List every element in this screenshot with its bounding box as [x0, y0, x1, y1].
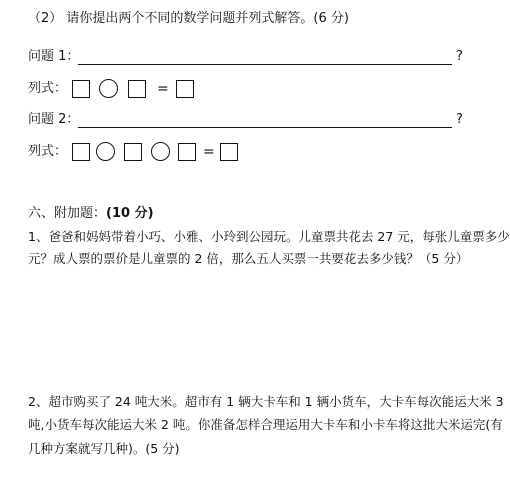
formula2-result-box[interactable] [220, 143, 238, 161]
formula1-equals: = [157, 81, 169, 97]
formula2-box-3[interactable] [178, 143, 196, 161]
formula2-box-2[interactable] [124, 143, 142, 161]
problem1-line1: 1、爸爸和妈妈带着小巧、小雅、小玲到公园玩。儿童票共花去 27 元，每张儿童票多少 [28, 229, 510, 244]
formula2-operator-circle-1[interactable] [96, 142, 115, 161]
question2-question-mark: ? [456, 112, 463, 127]
section6-title: 六、附加题： [28, 206, 107, 221]
part2-instruction: （2） 请你提出两个不同的数学问题并列式解答。(6 分) [28, 11, 349, 26]
formula1-label: 列式： [28, 81, 68, 96]
question2-label: 问题 2： [28, 112, 80, 127]
problem2-line1: 2、超市购买了 24 吨大米。超市有 1 辆大卡车和 1 辆小货车，大卡车每次能运大米 3 [28, 394, 504, 409]
formula2-box-1[interactable] [72, 143, 90, 161]
formula2-label: 列式： [28, 144, 68, 159]
problem2-line3: 几种方案就写几种)。(5 分) [28, 441, 180, 456]
problem1-line2: 元？成人票的票价是儿童票的 2 倍，那么五人买票一共要花去多少钱？（5 分） [28, 251, 469, 266]
problem2-line2: 吨,小货车每次能运大米 2 吨。你准备怎样合理运用大卡车和小卡车将这批大米运完(有 [28, 417, 503, 432]
section6-title-row [28, 205, 154, 223]
formula1-box-2[interactable] [128, 80, 146, 98]
formula1-box-1[interactable] [72, 80, 90, 98]
question2-answer-blank[interactable] [78, 126, 452, 128]
question1-label: 问题 1： [28, 49, 80, 64]
formula2-equals: = [203, 144, 215, 160]
section6-points: (10 分) [106, 206, 154, 221]
question1-question-mark: ? [456, 49, 463, 64]
question1-answer-blank[interactable] [78, 63, 452, 65]
formula1-operator-circle[interactable] [99, 79, 118, 98]
formula2-operator-circle-2[interactable] [151, 142, 170, 161]
formula1-result-box[interactable] [176, 80, 194, 98]
